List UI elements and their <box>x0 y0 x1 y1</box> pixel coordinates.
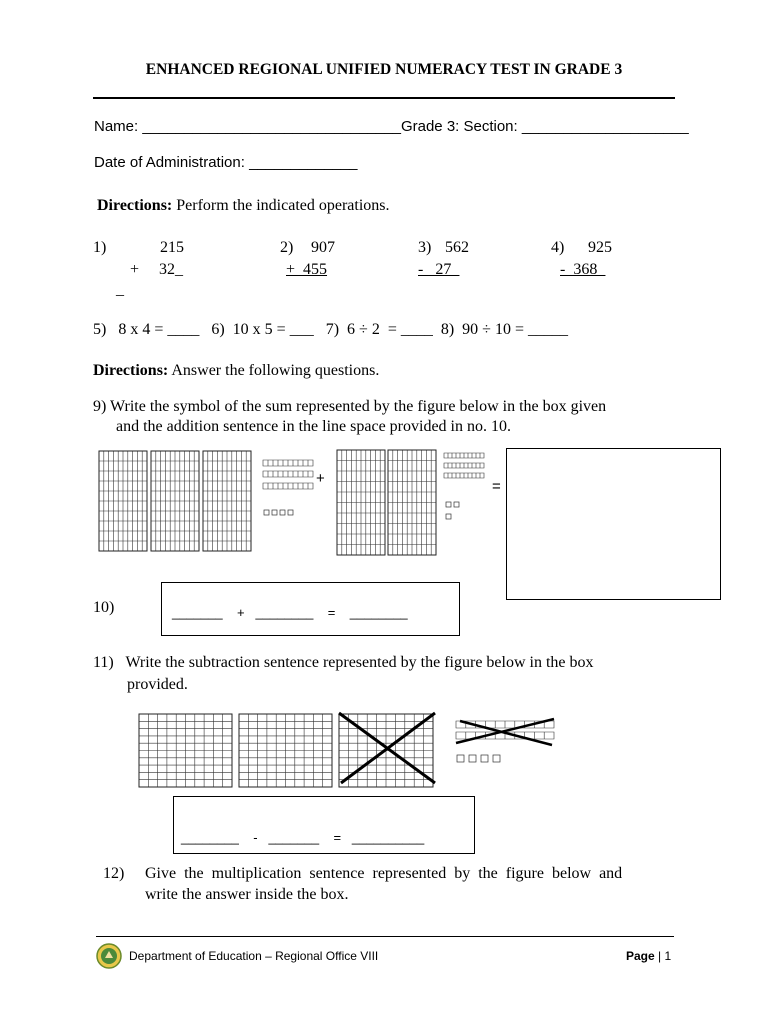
one-cube <box>446 502 451 507</box>
footer-page <box>626 949 671 963</box>
one-cube <box>481 755 488 762</box>
problems-5-8: 5) 8 x 4 = ____ 6) 10 x 5 = ___ 7) 6 ÷ 2 = ____ 8) 90 ÷ 10 = _____ <box>93 321 568 338</box>
question-12-line1: Give the multiplication sentence represented by the figure below and <box>145 865 623 882</box>
directions-1 <box>97 197 390 215</box>
one-cube <box>454 502 459 507</box>
hundred-block <box>203 451 251 551</box>
ten-rod <box>444 453 484 458</box>
hundred-block <box>139 714 232 787</box>
subtraction-figure <box>138 711 568 791</box>
cross-out-line <box>460 721 552 745</box>
page-label: Page <box>626 949 655 963</box>
question-12-line2: write the answer inside the box. <box>145 886 349 903</box>
problem-1-top: 215 <box>160 239 184 256</box>
one-cube <box>446 514 451 519</box>
problem-2-bottom: + 455 <box>286 261 328 278</box>
directions-text: Answer the following questions. <box>168 362 380 379</box>
date-field[interactable]: Date of Administration: _____________ <box>94 154 358 171</box>
problem-3-top: 562 <box>445 239 469 256</box>
directions-label: Directions: <box>93 362 169 379</box>
hundred-block <box>239 714 332 787</box>
page-title: ENHANCED REGIONAL UNIFIED NUMERACY TEST IN GRADE 3 <box>145 61 623 78</box>
one-cube <box>288 510 293 515</box>
question-10-number: 10) <box>93 599 115 616</box>
hundred-block <box>99 451 147 551</box>
ten-rod <box>263 483 313 489</box>
one-cube <box>280 510 285 515</box>
ten-rod <box>444 463 484 468</box>
one-cube <box>264 510 269 515</box>
directions-text: Perform the indicated operations. <box>172 197 390 214</box>
title-divider <box>93 97 675 99</box>
hundred-block <box>337 450 385 555</box>
plus-sign: + <box>316 470 325 487</box>
addition-sentence[interactable]: _______ + ________ = ________ <box>172 605 408 620</box>
question-9-line1: 9) Write the symbol of the sum represented by the figure below in the box given <box>93 398 607 415</box>
answer-box-9[interactable] <box>506 448 721 600</box>
deped-seal-icon <box>96 943 122 969</box>
problem-3-bottom: - 27_ <box>418 261 460 278</box>
page-separator: | <box>658 949 662 963</box>
problem-1-bottom: + 32_ <box>130 261 184 278</box>
problem-4-top: 925 <box>588 239 612 256</box>
answer-box-11[interactable] <box>173 796 475 854</box>
problem-4-number: 4) <box>551 239 565 256</box>
question-9-line2: and the addition sentence in the line space provided in no. 10. <box>116 418 511 435</box>
directions-2 <box>93 362 379 380</box>
problem-1-extra: _ <box>116 281 124 298</box>
ten-rod <box>263 471 313 477</box>
one-cube <box>493 755 500 762</box>
page-number: 1 <box>664 949 672 963</box>
problem-2-number: 2) <box>280 239 294 256</box>
footer-org: Department of Education – Regional Office VIII <box>129 949 379 963</box>
hundred-block <box>151 451 199 551</box>
hundred-block <box>388 450 436 555</box>
equals-sign: = <box>492 478 501 495</box>
ten-rod <box>263 460 313 466</box>
problem-1-number: 1) <box>93 239 107 256</box>
directions-label: Directions: <box>97 197 173 214</box>
one-cube <box>469 755 476 762</box>
name-field[interactable]: Name: _______________________________Grade 3: Section: ____________________ <box>94 118 689 135</box>
one-cube <box>457 755 464 762</box>
problem-3-number: 3) <box>418 239 432 256</box>
footer-divider <box>96 936 674 937</box>
question-11-line2: provided. <box>127 676 188 693</box>
question-12-number: 12) <box>103 865 125 882</box>
problem-4-bottom: - 368_ <box>560 261 606 278</box>
problem-2-top: 907 <box>311 239 335 256</box>
subtraction-sentence[interactable]: ________ - _______ = __________ <box>181 830 425 845</box>
question-11-line1: 11) Write the subtraction sentence represented by the figure below in the box <box>93 654 594 671</box>
one-cube <box>272 510 277 515</box>
addition-figure <box>95 448 495 563</box>
ten-rod <box>444 473 484 478</box>
